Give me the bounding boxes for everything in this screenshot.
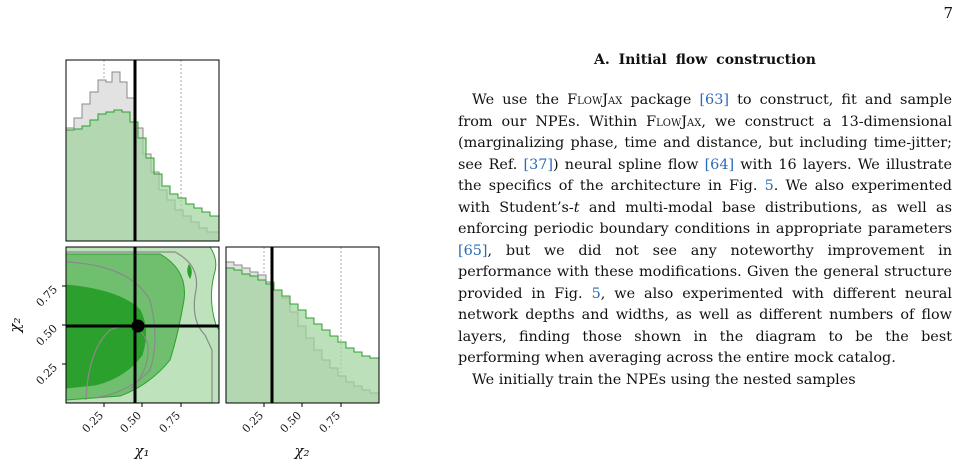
citation-link[interactable]: [65] [458, 242, 488, 259]
y-tick-label: 0.25 [33, 360, 61, 388]
section-title: A. Initial flow construction [594, 52, 816, 68]
x-tick-label: 0.25 [79, 408, 107, 436]
truth-point [132, 320, 145, 333]
software-name: FlowJax [567, 92, 623, 108]
software-name: FlowJax [646, 113, 702, 130]
figure-link[interactable]: 5 [764, 178, 774, 194]
paragraph: We use the FlowJax package [63] to construct, fit and sample from our NPEs. Within FlowJax, we construct a 13-dimensional (marginalizing phase, time and distance, but including time-jitter; see Ref. [37]) neural spline flow [64] with 16 layers. We illustrate the specifics of the architecture in Fig. 5. We also experimented with Student’s-t and multi-modal base distributions, as well as enforcing periodic boundary conditions in appropriate parameters [65], but we did not see any noteworthy improvement in performance with these modifications. Given the general structure provided in Fig. 5, we also experimented with different neural network depths and widths, as well as different numbers of flow layers, finding those shown in the diagram to be the best performing when averaging across the entire mock catalog. [458, 92, 952, 366]
figure-link[interactable]: 5 [591, 285, 601, 302]
y-tick-label: 0.75 [33, 282, 61, 310]
right-x-axis-label: χ₂ [294, 442, 310, 460]
page-number: 7 [943, 4, 953, 22]
x-tick-label: 0.75 [156, 408, 184, 436]
x-tick-label: 0.75 [316, 408, 344, 436]
x-tick-label: 0.25 [239, 408, 267, 436]
y-axis-label: χ₂ [6, 317, 24, 333]
y-tick-label: 0.50 [33, 321, 61, 349]
citation-link[interactable]: [63] [699, 92, 729, 108]
x-axis-label: χ₁ [134, 442, 150, 460]
chi2-histogram-panel [226, 247, 379, 403]
x-tick-label: 0.50 [277, 408, 305, 436]
chi1-histogram-panel [66, 60, 219, 241]
corner-plot [0, 0, 450, 466]
text-column [458, 52, 952, 391]
paragraph: We initially train the NPEs using the nested samples [472, 371, 856, 388]
chi1-chi2-contour-panel [66, 247, 219, 403]
citation-link[interactable]: [64] [704, 156, 735, 173]
citation-link[interactable]: [37] [523, 156, 554, 173]
x-tick-label: 0.50 [117, 408, 145, 436]
